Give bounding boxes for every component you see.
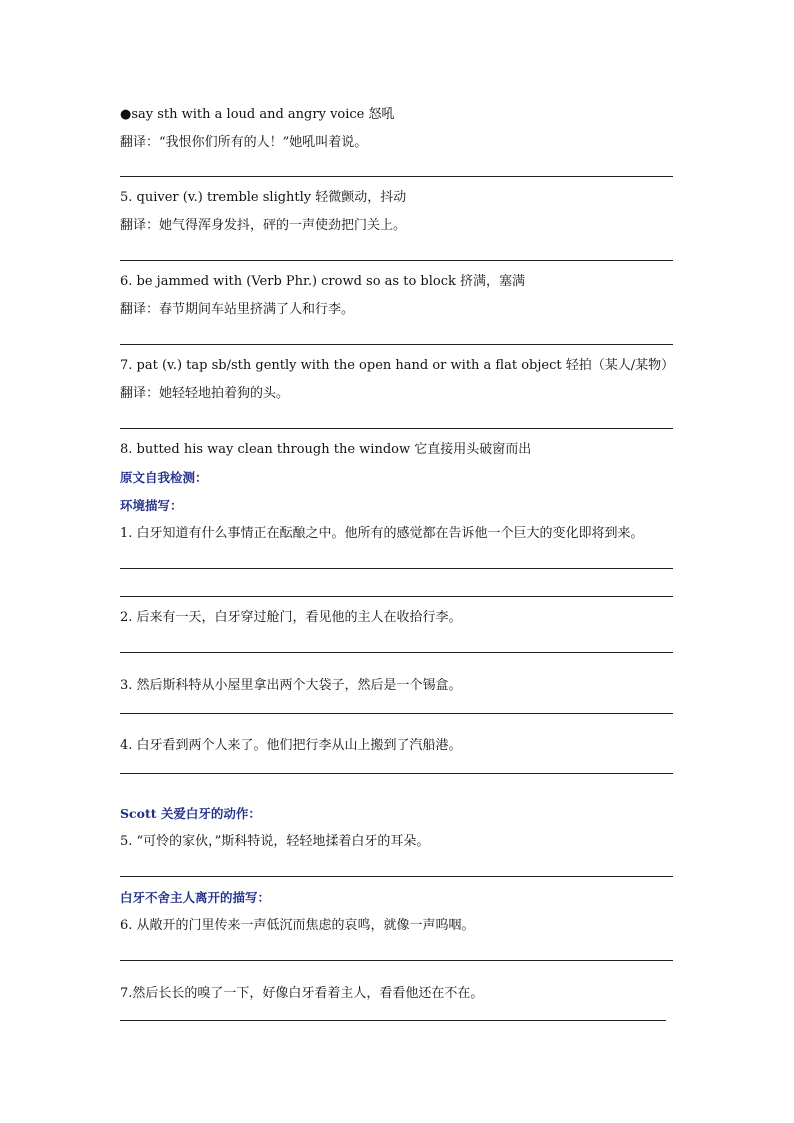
answer-line xyxy=(120,876,673,877)
translation-prompt: 翻译：她气得浑身发抖，砰的一声使劲把门关上。 xyxy=(120,218,407,233)
sentence-4: 4. 白牙看到两个人来了。他们把行李从山上搬到了汽船港。 xyxy=(120,738,462,753)
sentence-1: 1. 白牙知道有什么事情正在酝酿之中。他所有的感觉都在告诉他一个巨大的变化即将到来。 xyxy=(120,526,644,541)
answer-line xyxy=(120,1020,666,1021)
translation-prompt: 翻译：她轻轻地拍着狗的头。 xyxy=(120,386,290,401)
answer-line xyxy=(120,260,673,261)
vocab-item-pat: 7. pat (v.) tap sb/sth gently with the open hand or with a flat object 轻拍（某人/某物） xyxy=(120,358,675,373)
answer-line xyxy=(120,596,673,597)
translation-prompt: 翻译：春节期间车站里挤满了人和行李。 xyxy=(120,302,355,317)
section-heading-white-fang: 白牙不舍主人离开的描写： xyxy=(120,890,271,905)
section-heading-environment: 环境描写： xyxy=(120,498,183,513)
sentence-7: 7.然后长长的嗅了一下，好像白牙看着主人，看看他还在不在。 xyxy=(120,986,484,1001)
sentence-6: 6. 从敞开的门里传来一声低沉而焦虑的哀鸣，就像一声呜咽。 xyxy=(120,918,475,933)
sentence-3: 3. 然后斯科特从小屋里拿出两个大袋子，然后是一个锡盒。 xyxy=(120,678,462,693)
answer-line xyxy=(120,176,673,177)
vocab-item-roar: ●say sth with a loud and angry voice 怒吼 xyxy=(120,107,395,122)
vocab-item-jammed: 6. be jammed with (Verb Phr.) crowd so as to block 挤满，塞满 xyxy=(120,274,526,289)
section-title-selfcheck: 原文自我检测： xyxy=(120,470,208,485)
vocab-item-butted: 8. butted his way clean through the window 它直接用头破窗而出 xyxy=(120,442,532,457)
answer-line xyxy=(120,428,673,429)
translation-prompt: 翻译：“我恨你们所有的人！”她吼叫着说。 xyxy=(120,135,368,150)
sentence-2: 2. 后来有一天，白牙穿过舱门，看见他的主人在收拾行李。 xyxy=(120,610,462,625)
section-heading-scott: Scott 关爱白牙的动作： xyxy=(120,806,261,821)
vocab-item-quiver: 5. quiver (v.) tremble slightly 轻微颤动，抖动 xyxy=(120,190,407,205)
answer-line xyxy=(120,652,673,653)
sentence-5: 5. “可怜的家伙，”斯科特说，轻轻地揉着白牙的耳朵。 xyxy=(120,834,430,849)
answer-line xyxy=(120,344,673,345)
answer-line xyxy=(120,773,673,774)
answer-line xyxy=(120,568,673,569)
answer-line xyxy=(120,960,673,961)
answer-line xyxy=(120,713,673,714)
